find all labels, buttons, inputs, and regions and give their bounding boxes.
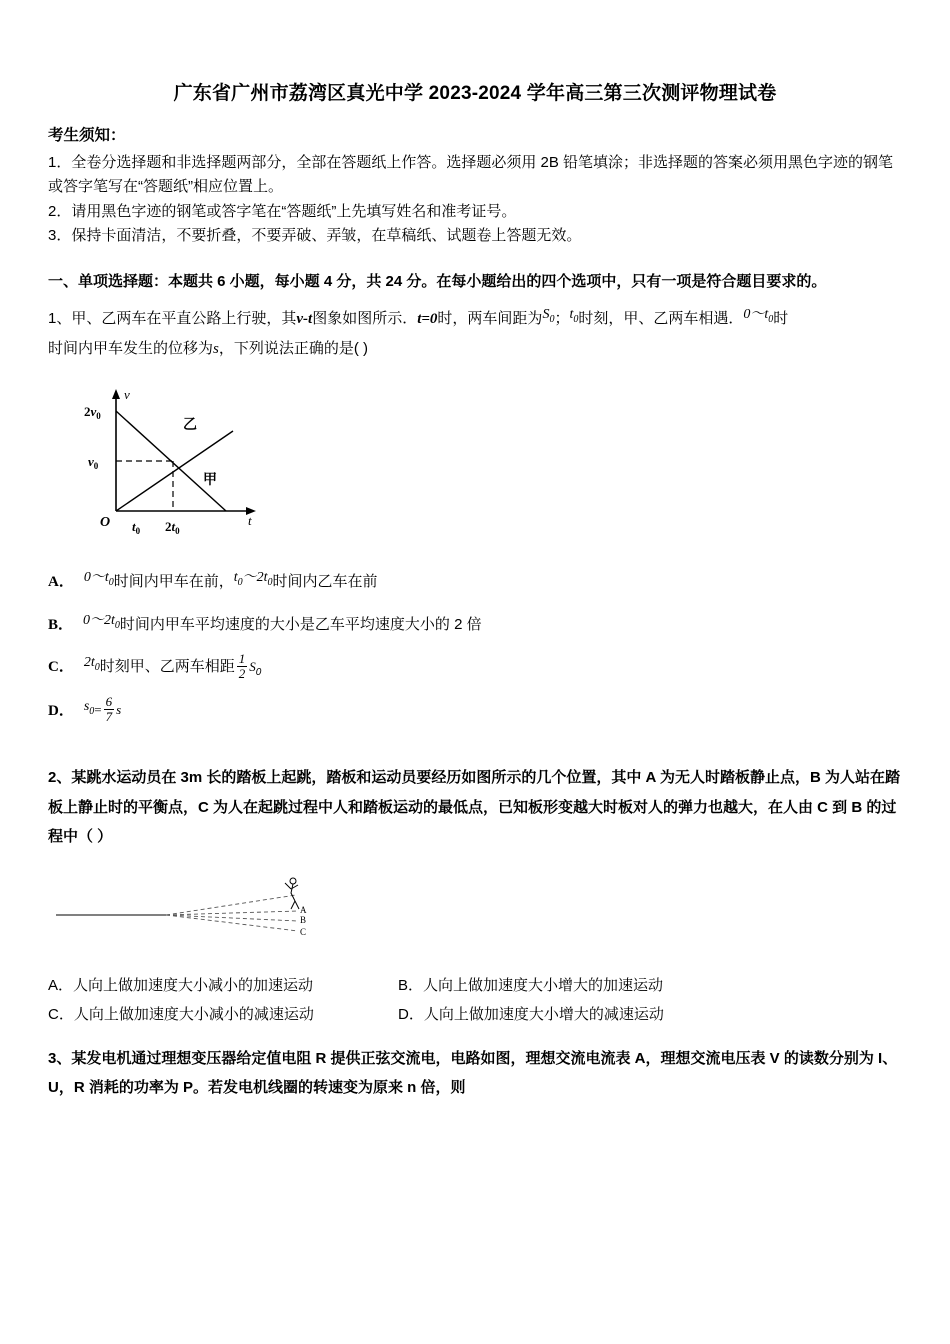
q1-s: s bbox=[213, 341, 219, 358]
question-1-option-c[interactable] bbox=[48, 653, 902, 682]
x-axis-label: t bbox=[248, 512, 252, 528]
point-label-a: A bbox=[300, 905, 307, 916]
question-2-stem bbox=[48, 763, 902, 851]
option-a-text: $0\sim t_0$时间内甲车在前，$t_0\sim 2t_0$时间内乙车在前 bbox=[83, 569, 378, 590]
q1-range: $0\sim t_0$ bbox=[743, 307, 774, 325]
question-1-stem-cont bbox=[48, 334, 902, 364]
y-tick-2v0: $2v_0$ bbox=[84, 403, 101, 421]
q1-vt: v-t bbox=[296, 311, 313, 328]
question-1-stem: 1、甲、乙两车在平直公路上行驶，其v-t图象如图所示．t=0时，两车间距为$S_0$；$t_0$时刻，甲、乙两车相遇．$0\sim t_0$时 bbox=[48, 304, 902, 334]
page-title: 广东省广州市荔湾区真光中学 2023-2024 学年高三第三次测评物理试卷 bbox=[173, 83, 777, 104]
option-c-text: $2t_0$时刻甲、乙两车相距 $\frac{1}{2}$ $S_0$ bbox=[83, 651, 262, 681]
notice-heading: 考生须知： bbox=[48, 127, 126, 144]
option-b-text: B．人向上做加速度大小增大的加速运动 bbox=[398, 977, 664, 995]
notice-line-2: 2．请用黑色字迹的钢笔或答字笔在“答题纸”上先填写姓名和准考证号。 bbox=[48, 202, 517, 220]
question-1-option-b[interactable] bbox=[48, 611, 902, 640]
q1-t0: $t_0$ bbox=[569, 307, 579, 325]
question-3-stem bbox=[48, 1044, 902, 1103]
option-a-label: A． bbox=[48, 573, 74, 590]
question-2-option-b[interactable] bbox=[398, 974, 663, 995]
origin-label: O bbox=[100, 514, 111, 530]
point-label-c: C bbox=[300, 927, 307, 938]
question-2-option-a[interactable] bbox=[48, 974, 398, 995]
y-axis-label: v bbox=[124, 386, 130, 402]
y-tick-v0: $v_0$ bbox=[88, 453, 99, 471]
q1-t6: 时间内甲车发生的位移为 bbox=[48, 340, 214, 358]
question-2-number: 2、 bbox=[48, 769, 72, 787]
q1-t3: 时，两车间距为 bbox=[437, 310, 543, 328]
question-3 bbox=[48, 1044, 902, 1103]
question-2-options-row-1 bbox=[48, 974, 902, 995]
option-d-label: D． bbox=[48, 702, 74, 719]
question-1-number: 1、 bbox=[48, 310, 72, 328]
question-1 bbox=[48, 304, 902, 725]
x-tick-t0: $t_0$ bbox=[132, 518, 141, 536]
q1-t1: 甲、乙两车在平直公路上行驶，其 bbox=[71, 310, 297, 328]
option-d-text: D．人向上做加速度大小增大的减速运动 bbox=[398, 1006, 664, 1024]
question-2-option-c[interactable] bbox=[48, 1003, 398, 1024]
velocity-time-graph bbox=[48, 379, 308, 549]
question-2 bbox=[48, 763, 902, 1024]
question-3-text: 某发电机通过理想变压器给定值电阻 R 提供正弦交流电，电路如图，理想交流电流表 A，理想交流电压表 V 的读数分别为 I、U，R 消耗的功率为 P。若发电机线圈的转速变为原来 n 倍，则 bbox=[48, 1050, 898, 1097]
question-1-option-d[interactable] bbox=[48, 696, 902, 725]
option-d-text: $s_0=$ $\frac{6}{7}$ s bbox=[83, 694, 122, 725]
question-2-option-d[interactable] bbox=[398, 1003, 664, 1024]
point-label-b: B bbox=[300, 915, 307, 926]
option-c-text: C．人向上做加速度大小减小的减速运动 bbox=[48, 1006, 314, 1024]
question-2-figure bbox=[48, 865, 902, 960]
question-3-number: 3、 bbox=[48, 1050, 72, 1068]
q1-t5: 时刻，甲、乙两车相遇． bbox=[578, 310, 744, 328]
notice-line-3: 3．保持卡面清洁，不要折叠，不要弄破、弄皱，在草稿纸、试题卷上答题无效。 bbox=[48, 226, 582, 244]
option-b-label: B． bbox=[48, 616, 74, 633]
option-c-label: C． bbox=[48, 659, 74, 676]
q1-s0: $S_0$ bbox=[542, 307, 555, 325]
question-2-options-row-2 bbox=[48, 1003, 902, 1024]
question-1-figure bbox=[48, 379, 902, 554]
q1-t2: 图象如图所示． bbox=[312, 310, 418, 328]
q1-t7: ，下列说法正确的是( ) bbox=[218, 340, 369, 358]
q1-t4: ； bbox=[554, 310, 570, 328]
notice-line-1: 1．全卷分选择题和非选择题两部分，全部在答题纸上作答。选择题必须用 2B 铅笔填涂；非选择题的答案必须用黑色字迹的钢笔或答字笔写在“答题纸”相应位置上。 bbox=[48, 154, 894, 196]
option-a-text: A．人向上做加速度大小减小的加速运动 bbox=[48, 977, 314, 995]
section-heading-single-choice: 一、单项选择题：本题共 6 小题，每小题 4 分，共 24 分。在每小题给出的四个选项中，只有一项是符合题目要求的。 bbox=[48, 273, 827, 291]
curve-label-yi: 乙 bbox=[183, 415, 197, 432]
x-tick-2t0: $2t_0$ bbox=[165, 518, 180, 536]
fraction-half: $\frac{1}{2}$ bbox=[238, 651, 246, 681]
option-b-text: $0\sim 2t_0$时间内甲车平均速度的大小是乙车平均速度大小的 2 倍 bbox=[83, 612, 482, 633]
fraction-six-sevenths: $\frac{6}{7}$ bbox=[105, 694, 113, 725]
q1-t0eq: t=0 bbox=[417, 311, 438, 328]
question-2-text: 某跳水运动员在 3m 长的踏板上起跳，踏板和运动员要经历如图所示的几个位置，其中 A 为无人时踏板静止点，B 为人站在踏板上静止时的平衡点，C 为人在起跳过程中人和踏板运动的最低点，已知板形变越大时板对人的弹力也越大，在人由 C 到 B 的过程中（ ） bbox=[48, 769, 900, 845]
question-1-option-a[interactable] bbox=[48, 568, 902, 597]
curve-label-jia: 甲 bbox=[203, 470, 217, 487]
diving-board-diagram bbox=[48, 865, 348, 955]
